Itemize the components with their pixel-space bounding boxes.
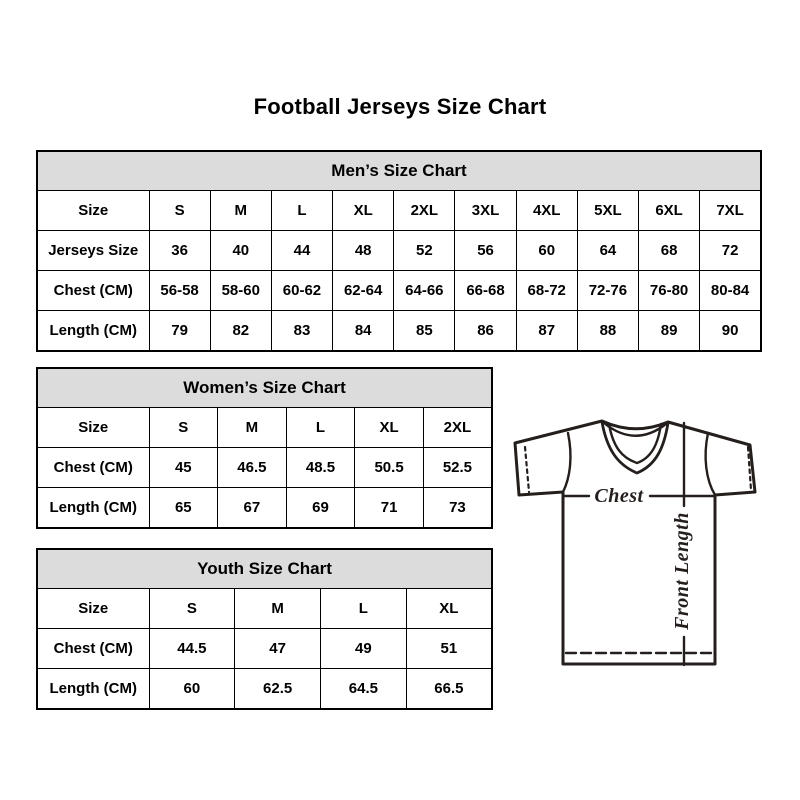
value-cell: 71 <box>355 488 424 529</box>
table-row <box>37 448 492 488</box>
value-cell: 6XL <box>639 191 700 231</box>
value-cell: 50.5 <box>355 448 424 488</box>
row-label-cell: Chest (CM) <box>37 271 149 311</box>
value-cell: 5XL <box>577 191 638 231</box>
value-cell: 64 <box>577 231 638 271</box>
value-cell: 48 <box>333 231 394 271</box>
value-cell: 76-80 <box>639 271 700 311</box>
value-cell: 64-66 <box>394 271 455 311</box>
value-cell: S <box>149 191 210 231</box>
row-label-cell: Size <box>37 408 149 448</box>
value-cell: 56-58 <box>149 271 210 311</box>
value-cell: 7XL <box>700 191 761 231</box>
value-cell: 58-60 <box>210 271 271 311</box>
value-cell: XL <box>406 589 492 629</box>
table-row <box>37 271 761 311</box>
value-cell: 69 <box>286 488 355 529</box>
value-cell: S <box>149 589 235 629</box>
value-cell: 2XL <box>394 191 455 231</box>
youth-table-title: Youth Size Chart <box>37 549 492 589</box>
value-cell: 36 <box>149 231 210 271</box>
value-cell: XL <box>355 408 424 448</box>
value-cell: L <box>321 589 407 629</box>
table-row <box>37 311 761 352</box>
value-cell: 88 <box>577 311 638 352</box>
value-cell: S <box>149 408 218 448</box>
table-row <box>37 629 492 669</box>
value-cell: 52.5 <box>423 448 492 488</box>
value-cell: 56 <box>455 231 516 271</box>
value-cell: 3XL <box>455 191 516 231</box>
value-cell: 68 <box>639 231 700 271</box>
value-cell: 4XL <box>516 191 577 231</box>
table-row <box>37 191 761 231</box>
row-label-cell: Jerseys Size <box>37 231 149 271</box>
value-cell: 73 <box>423 488 492 529</box>
womens-table-header-row <box>37 368 492 408</box>
value-cell: M <box>235 589 321 629</box>
value-cell: 82 <box>210 311 271 352</box>
value-cell: 65 <box>149 488 218 529</box>
youth-size-table <box>36 548 493 710</box>
womens-size-table <box>36 367 493 529</box>
chest-label: Chest <box>594 485 644 507</box>
front-length-label: Front Length <box>671 512 693 630</box>
value-cell: 79 <box>149 311 210 352</box>
value-cell: 87 <box>516 311 577 352</box>
row-label-cell: Size <box>37 589 149 629</box>
womens-table-title: Women’s Size Chart <box>37 368 492 408</box>
jersey-diagram <box>500 400 770 680</box>
mens-size-table <box>36 150 762 352</box>
value-cell: 62-64 <box>333 271 394 311</box>
value-cell: 64.5 <box>321 669 407 710</box>
value-cell: 49 <box>321 629 407 669</box>
value-cell: 66.5 <box>406 669 492 710</box>
row-label-cell: Length (CM) <box>37 311 149 352</box>
table-row <box>37 408 492 448</box>
table-row <box>37 231 761 271</box>
value-cell: 90 <box>700 311 761 352</box>
value-cell: L <box>271 191 332 231</box>
value-cell: 80-84 <box>700 271 761 311</box>
value-cell: 46.5 <box>218 448 287 488</box>
row-label-cell: Chest (CM) <box>37 448 149 488</box>
table-row <box>37 669 492 710</box>
value-cell: 62.5 <box>235 669 321 710</box>
value-cell: 66-68 <box>455 271 516 311</box>
row-label-cell: Length (CM) <box>37 488 149 529</box>
row-label-cell: Length (CM) <box>37 669 149 710</box>
value-cell: 2XL <box>423 408 492 448</box>
value-cell: 51 <box>406 629 492 669</box>
value-cell: 52 <box>394 231 455 271</box>
value-cell: 60 <box>516 231 577 271</box>
value-cell: 83 <box>271 311 332 352</box>
value-cell: 67 <box>218 488 287 529</box>
value-cell: L <box>286 408 355 448</box>
value-cell: 44.5 <box>149 629 235 669</box>
value-cell: 72-76 <box>577 271 638 311</box>
value-cell: 47 <box>235 629 321 669</box>
value-cell: 40 <box>210 231 271 271</box>
value-cell: 72 <box>700 231 761 271</box>
value-cell: 45 <box>149 448 218 488</box>
value-cell: XL <box>333 191 394 231</box>
table-row <box>37 589 492 629</box>
youth-table-header-row <box>37 549 492 589</box>
value-cell: 86 <box>455 311 516 352</box>
value-cell: M <box>218 408 287 448</box>
mens-table-header-row <box>37 151 761 191</box>
jersey-outline <box>515 421 755 664</box>
value-cell: 85 <box>394 311 455 352</box>
row-label-cell: Chest (CM) <box>37 629 149 669</box>
mens-table-title: Men’s Size Chart <box>37 151 761 191</box>
value-cell: 68-72 <box>516 271 577 311</box>
value-cell: M <box>210 191 271 231</box>
value-cell: 44 <box>271 231 332 271</box>
value-cell: 89 <box>639 311 700 352</box>
page-title: Football Jerseys Size Chart <box>253 94 547 119</box>
table-row <box>37 488 492 529</box>
value-cell: 48.5 <box>286 448 355 488</box>
value-cell: 84 <box>333 311 394 352</box>
value-cell: 60-62 <box>271 271 332 311</box>
row-label-cell: Size <box>37 191 149 231</box>
value-cell: 60 <box>149 669 235 710</box>
